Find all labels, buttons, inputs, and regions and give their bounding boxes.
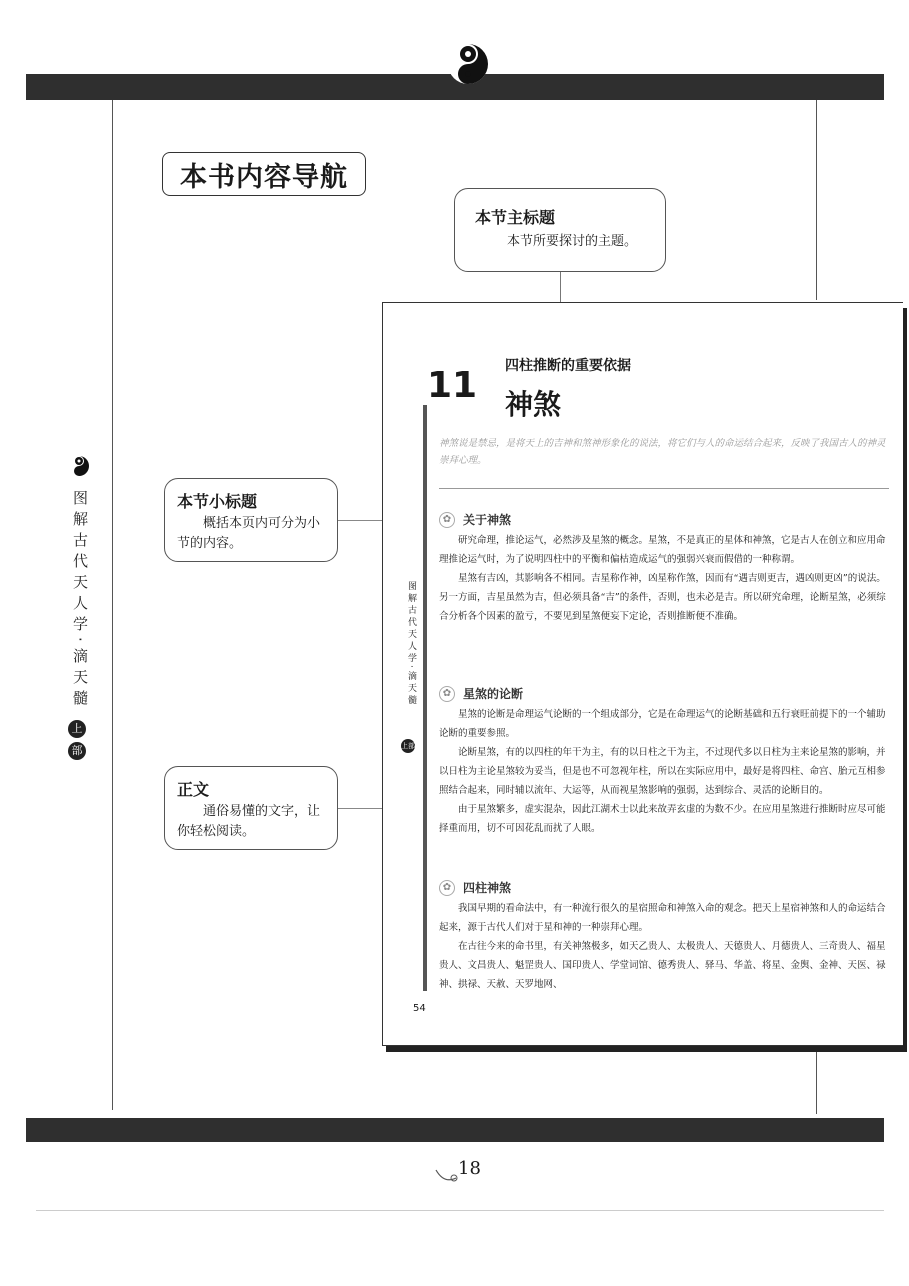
sample-page	[382, 302, 903, 1046]
section-block-3	[439, 879, 889, 994]
callout-subtitle-desc: 概括本页内可分为小节的内容。	[177, 516, 321, 551]
section-heading-3-text: 四柱神煞	[463, 881, 512, 895]
section-heading-2-text: 星煞的论断	[463, 687, 524, 701]
page-title: 本书内容导航	[162, 152, 366, 196]
paragraph: 由于星煞繁多，虚实混杂，因此江湖术士以此来故弄玄虚的为数不少。在应用星煞进行推断时应尽可能择重而用，切不可因花乱而扰了人眼。	[439, 804, 886, 834]
callout-subtitle	[164, 478, 338, 562]
sample-page-badge: 上部	[401, 739, 415, 753]
callout-body-desc: 通俗易懂的文字，让你轻松阅读。	[177, 804, 321, 839]
callout-main-title-heading: 本节主标题	[475, 208, 556, 227]
right-frame-line-bottom	[816, 1048, 817, 1114]
lotus-icon: ✿	[439, 880, 455, 896]
chapter-number: 11	[427, 365, 478, 406]
section-heading-1	[439, 511, 889, 528]
side-badge-2: 部	[68, 742, 86, 760]
right-frame-line-top	[816, 100, 817, 300]
side-part-badges	[68, 718, 86, 762]
section-heading-3	[439, 879, 889, 896]
callout-body-heading: 正文	[177, 780, 210, 799]
side-yin-yang-icon	[68, 454, 90, 478]
left-frame-line	[112, 100, 113, 1110]
section-intro: 神煞说是禁忌，是将天上的吉神和煞神形象化的说法，将它们与人的命运结合起来，反映了我国古人的神灵崇拜心理。	[439, 438, 886, 466]
callout-body	[164, 766, 338, 850]
yin-yang-icon	[446, 40, 490, 88]
section-subtitle: 四柱推断的重要依据	[505, 358, 631, 374]
lotus-icon: ✿	[439, 512, 455, 528]
section-block-1	[439, 511, 889, 626]
section-title: 神煞	[505, 388, 562, 421]
callout-main-title-desc: 本节所要探讨的主题。	[507, 234, 638, 249]
paragraph: 我国早期的看命法中，有一种流行很久的星宿照命和神煞入命的观念。把天上星宿神煞和人的命运结合起来，源于古代人们对于星和神的一种崇拜心理。	[439, 903, 886, 933]
section-heading-1-text: 关于神煞	[463, 513, 512, 527]
side-badge-1: 上	[68, 720, 86, 738]
callout-main-title	[454, 188, 666, 272]
sample-page-number: 54	[413, 1003, 426, 1014]
side-running-title: 图解古代天人学·滴天髓	[71, 490, 89, 711]
sample-page-running-title: 图解古代天人学·滴天髓	[406, 581, 416, 707]
paragraph: 星煞的论断是命理运气论断的一个组成部分，它是在命理运气的论断基础和五行衰旺前提下的一个辅助论断的重要参照。	[439, 709, 886, 739]
sample-page-side-bar	[423, 405, 427, 991]
intro-separator	[439, 488, 889, 489]
lotus-icon: ✿	[439, 686, 455, 702]
section-heading-2	[439, 685, 889, 702]
footer-line	[36, 1210, 884, 1211]
paragraph: 星煞有吉凶，其影响各不相同。吉星称作神，凶星称作煞，因而有“遇吉则更吉，遇凶则更凶”的说法。另一方面，吉星虽然为吉，但必须具备“吉”的条件，否则，也未必是吉。所以研究命理，论断星煞，必须综合分析各个因素的盈亏，不要见到星煞便妄下定论，否则推断便不准确。	[439, 573, 886, 622]
section-block-2	[439, 685, 889, 838]
bottom-decorative-bar	[26, 1118, 884, 1142]
callout-subtitle-heading: 本节小标题	[177, 492, 258, 511]
folio-swirl-icon	[434, 1162, 460, 1186]
paragraph: 研究命理，推论运气，必然涉及星煞的概念。星煞，不是真正的星体和神煞，它是古人在创立和应用命理推论运气时，为了说明四柱中的平衡和偏枯造成运气的强弱兴衰而假借的一种称谓。	[439, 535, 886, 565]
paragraph: 在古往今来的命书里，有关神煞极多，如天乙贵人、太极贵人、天德贵人、月德贵人、三奇贵人、福星贵人、文昌贵人、魁罡贵人、国印贵人、学堂词馆、德秀贵人、驿马、华盖、将星、金舆、金神、天医、禄神、拱禄、天赦、天罗地网、	[439, 941, 886, 990]
paragraph: 论断星煞，有的以四柱的年干为主，有的以日柱之干为主，不过现代多以日柱为主来论星煞的影响，并以日柱为主论星煞较为妥当，但是也不可忽视年柱，所以在实际应用中，最好是将四柱、命宫、胎元互相参照结合起来，同时辅以流年、大运等，从而视星煞影响的强弱，达到综合、灵活的论断目的。	[439, 747, 886, 796]
page-number: 18	[458, 1158, 481, 1179]
